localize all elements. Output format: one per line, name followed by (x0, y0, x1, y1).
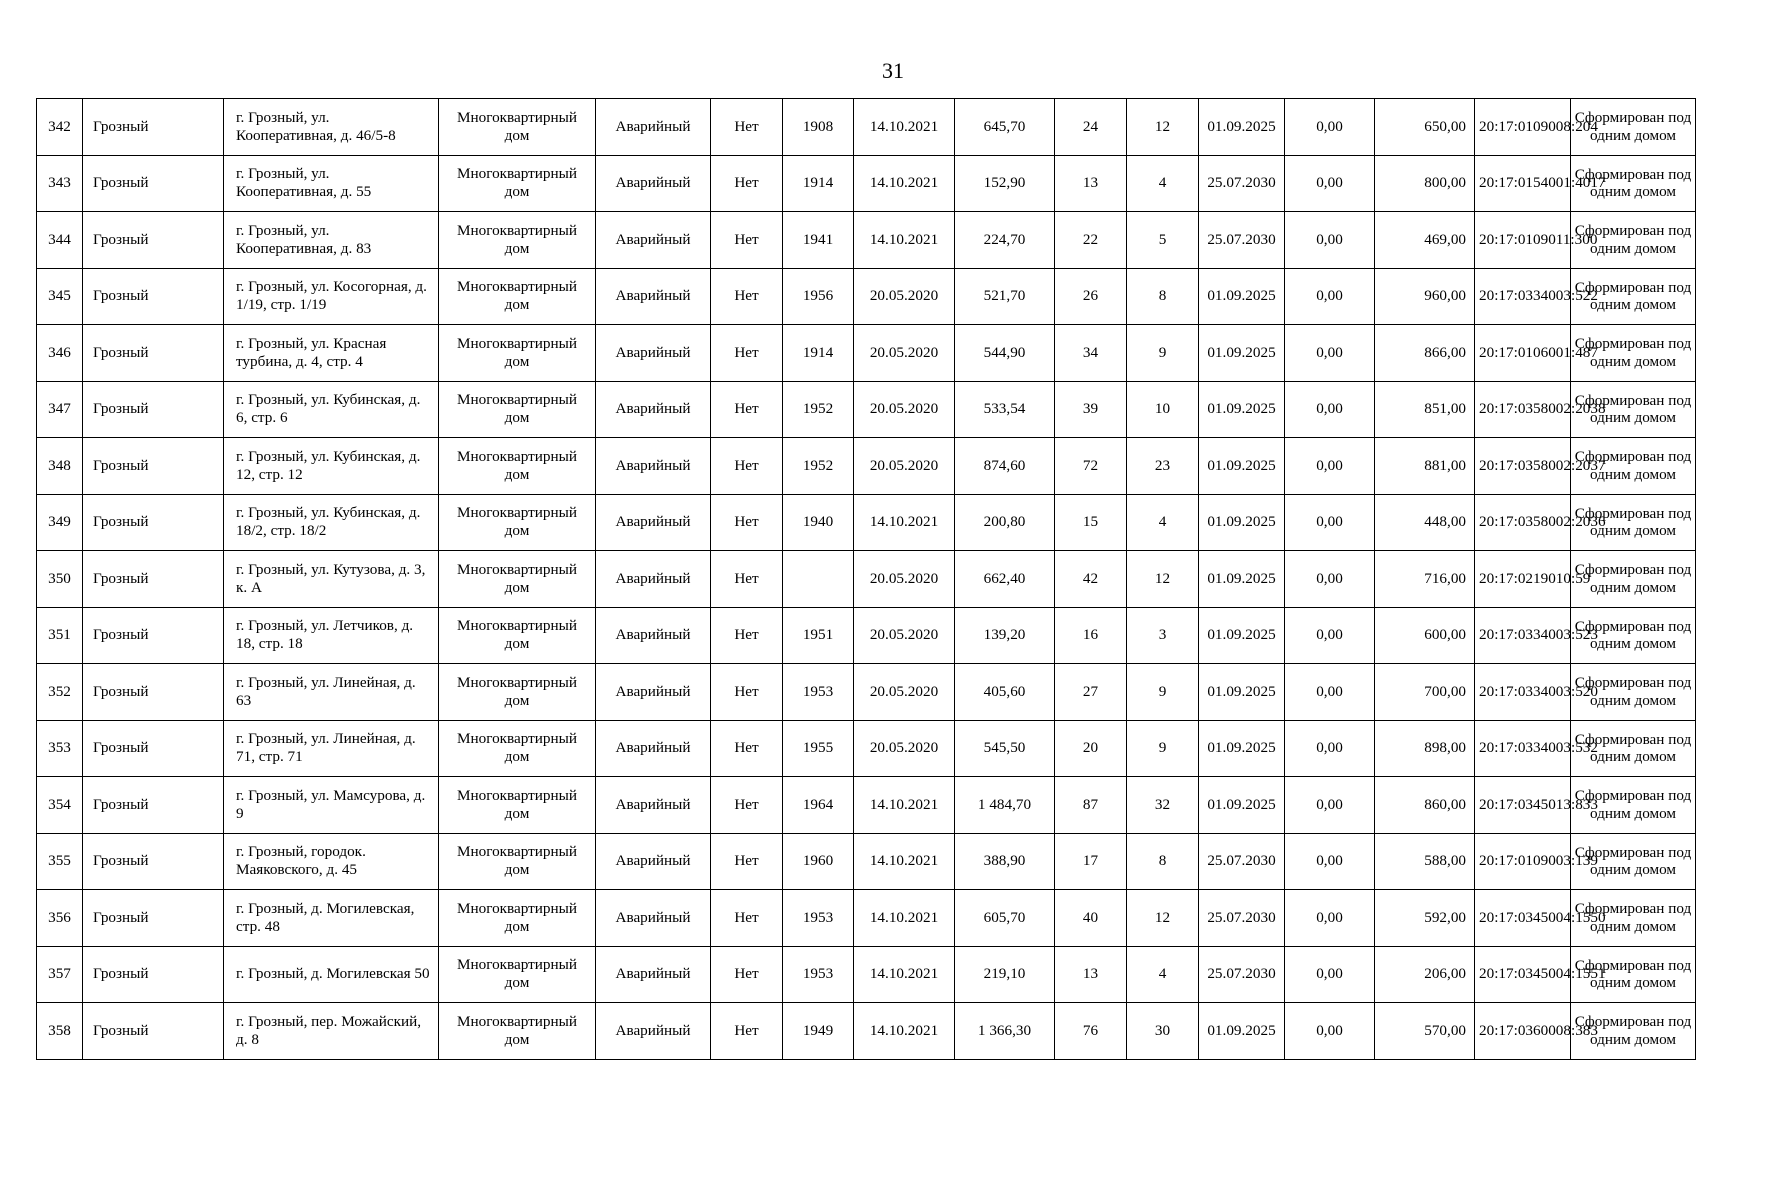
year-built-cell: 1914 (783, 325, 854, 382)
area-cell: 1 366,30 (955, 1003, 1055, 1060)
cadastral-number-cell: 20:17:0109011:300 (1475, 212, 1571, 269)
area-cell: 152,90 (955, 155, 1055, 212)
city-cell: Грозный (83, 381, 224, 438)
table-row (37, 494, 1696, 551)
land-area-cell: 700,00 (1375, 664, 1475, 721)
residents-cell: 17 (1055, 833, 1127, 890)
residents-cell: 13 (1055, 946, 1127, 1003)
city-cell: Грозный (83, 946, 224, 1003)
area-cell: 405,60 (955, 664, 1055, 721)
recognition-date-cell: 14.10.2021 (854, 212, 955, 269)
city-cell: Грозный (83, 325, 224, 382)
residents-cell: 26 (1055, 268, 1127, 325)
zero-value-cell: 0,00 (1285, 155, 1375, 212)
land-status-cell: Сформирован под одним домом (1571, 325, 1696, 382)
recognition-date-cell: 20.05.2020 (854, 325, 955, 382)
city-cell: Грозный (83, 607, 224, 664)
table-row (37, 381, 1696, 438)
residents-cell: 42 (1055, 551, 1127, 608)
table-row (37, 946, 1696, 1003)
land-area-cell: 881,00 (1375, 438, 1475, 495)
land-status-cell: Сформирован под одним домом (1571, 946, 1696, 1003)
area-cell: 544,90 (955, 325, 1055, 382)
building-type-cell: Многоквартирный дом (439, 551, 596, 608)
city-cell: Грозный (83, 551, 224, 608)
building-type-cell: Многоквартирный дом (439, 212, 596, 269)
building-type-cell: Многоквартирный дом (439, 777, 596, 834)
row-number: 347 (37, 381, 83, 438)
table-row (37, 720, 1696, 777)
area-cell: 521,70 (955, 268, 1055, 325)
flag-cell: Нет (711, 494, 783, 551)
apartments-cell: 8 (1127, 833, 1199, 890)
cadastral-number-cell: 20:17:0345013:833 (1475, 777, 1571, 834)
row-number: 344 (37, 212, 83, 269)
row-number: 345 (37, 268, 83, 325)
address-cell: г. Грозный, городок. Маяковского, д. 45 (224, 833, 439, 890)
land-area-cell: 860,00 (1375, 777, 1475, 834)
cadastral-number-cell: 20:17:0154001:4017 (1475, 155, 1571, 212)
condition-cell: Аварийный (596, 99, 711, 156)
residents-cell: 39 (1055, 381, 1127, 438)
residents-cell: 20 (1055, 720, 1127, 777)
deadline-cell: 01.09.2025 (1199, 664, 1285, 721)
condition-cell: Аварийный (596, 890, 711, 947)
flag-cell: Нет (711, 551, 783, 608)
recognition-date-cell: 14.10.2021 (854, 494, 955, 551)
table-row (37, 438, 1696, 495)
land-area-cell: 588,00 (1375, 833, 1475, 890)
zero-value-cell: 0,00 (1285, 381, 1375, 438)
row-number: 355 (37, 833, 83, 890)
flag-cell: Нет (711, 99, 783, 156)
residents-cell: 22 (1055, 212, 1127, 269)
cadastral-number-cell: 20:17:0334003:523 (1475, 607, 1571, 664)
zero-value-cell: 0,00 (1285, 720, 1375, 777)
land-status-cell: Сформирован под одним домом (1571, 438, 1696, 495)
address-cell: г. Грозный, ул. Красная турбина, д. 4, стр. 4 (224, 325, 439, 382)
residents-cell: 16 (1055, 607, 1127, 664)
land-status-cell: Сформирован под одним домом (1571, 1003, 1696, 1060)
area-cell: 388,90 (955, 833, 1055, 890)
condition-cell: Аварийный (596, 1003, 711, 1060)
cadastral-number-cell: 20:17:0334003:522 (1475, 268, 1571, 325)
condition-cell: Аварийный (596, 155, 711, 212)
row-number: 352 (37, 664, 83, 721)
table-row (37, 325, 1696, 382)
land-area-cell: 898,00 (1375, 720, 1475, 777)
table-row (37, 890, 1696, 947)
row-number: 349 (37, 494, 83, 551)
condition-cell: Аварийный (596, 381, 711, 438)
city-cell: Грозный (83, 1003, 224, 1060)
deadline-cell: 01.09.2025 (1199, 494, 1285, 551)
condition-cell: Аварийный (596, 777, 711, 834)
cadastral-number-cell: 20:17:0360008:383 (1475, 1003, 1571, 1060)
area-cell: 533,54 (955, 381, 1055, 438)
zero-value-cell: 0,00 (1285, 268, 1375, 325)
zero-value-cell: 0,00 (1285, 438, 1375, 495)
table-row (37, 155, 1696, 212)
building-type-cell: Многоквартирный дом (439, 438, 596, 495)
deadline-cell: 01.09.2025 (1199, 1003, 1285, 1060)
flag-cell: Нет (711, 325, 783, 382)
apartments-cell: 9 (1127, 325, 1199, 382)
land-area-cell: 960,00 (1375, 268, 1475, 325)
land-area-cell: 570,00 (1375, 1003, 1475, 1060)
recognition-date-cell: 14.10.2021 (854, 777, 955, 834)
condition-cell: Аварийный (596, 664, 711, 721)
row-number: 343 (37, 155, 83, 212)
deadline-cell: 01.09.2025 (1199, 551, 1285, 608)
apartments-cell: 4 (1127, 155, 1199, 212)
address-cell: г. Грозный, ул. Линейная, д. 63 (224, 664, 439, 721)
city-cell: Грозный (83, 720, 224, 777)
year-built-cell: 1956 (783, 268, 854, 325)
city-cell: Грозный (83, 212, 224, 269)
address-cell: г. Грозный, ул. Косогорная, д. 1/19, стр. 1/19 (224, 268, 439, 325)
flag-cell: Нет (711, 268, 783, 325)
land-status-cell: Сформирован под одним домом (1571, 99, 1696, 156)
apartments-cell: 9 (1127, 664, 1199, 721)
building-type-cell: Многоквартирный дом (439, 664, 596, 721)
land-status-cell: Сформирован под одним домом (1571, 777, 1696, 834)
apartments-cell: 10 (1127, 381, 1199, 438)
apartments-cell: 32 (1127, 777, 1199, 834)
apartments-cell: 4 (1127, 946, 1199, 1003)
table-row (37, 777, 1696, 834)
row-number: 351 (37, 607, 83, 664)
table-row (37, 607, 1696, 664)
deadline-cell: 01.09.2025 (1199, 777, 1285, 834)
deadline-cell: 25.07.2030 (1199, 155, 1285, 212)
table-row (37, 833, 1696, 890)
year-built-cell: 1953 (783, 890, 854, 947)
city-cell: Грозный (83, 777, 224, 834)
recognition-date-cell: 20.05.2020 (854, 551, 955, 608)
zero-value-cell: 0,00 (1285, 833, 1375, 890)
address-cell: г. Грозный, ул. Кооперативная, д. 55 (224, 155, 439, 212)
apartments-cell: 23 (1127, 438, 1199, 495)
area-cell: 224,70 (955, 212, 1055, 269)
apartments-cell: 12 (1127, 890, 1199, 947)
land-status-cell: Сформирован под одним домом (1571, 381, 1696, 438)
condition-cell: Аварийный (596, 494, 711, 551)
condition-cell: Аварийный (596, 268, 711, 325)
land-area-cell: 592,00 (1375, 890, 1475, 947)
residents-cell: 27 (1055, 664, 1127, 721)
land-status-cell: Сформирован под одним домом (1571, 212, 1696, 269)
zero-value-cell: 0,00 (1285, 325, 1375, 382)
recognition-date-cell: 14.10.2021 (854, 946, 955, 1003)
cadastral-number-cell: 20:17:0345004:1550 (1475, 890, 1571, 947)
building-type-cell: Многоквартирный дом (439, 833, 596, 890)
building-type-cell: Многоквартирный дом (439, 890, 596, 947)
condition-cell: Аварийный (596, 946, 711, 1003)
address-cell: г. Грозный, пер. Можайский, д. 8 (224, 1003, 439, 1060)
recognition-date-cell: 14.10.2021 (854, 833, 955, 890)
flag-cell: Нет (711, 212, 783, 269)
cadastral-number-cell: 20:17:0109003:139 (1475, 833, 1571, 890)
condition-cell: Аварийный (596, 551, 711, 608)
deadline-cell: 01.09.2025 (1199, 720, 1285, 777)
address-cell: г. Грозный, ул. Кооперативная, д. 46/5-8 (224, 99, 439, 156)
city-cell: Грозный (83, 833, 224, 890)
land-area-cell: 600,00 (1375, 607, 1475, 664)
deadline-cell: 01.09.2025 (1199, 607, 1285, 664)
deadline-cell: 25.07.2030 (1199, 833, 1285, 890)
land-area-cell: 716,00 (1375, 551, 1475, 608)
recognition-date-cell: 14.10.2021 (854, 890, 955, 947)
flag-cell: Нет (711, 381, 783, 438)
building-type-cell: Многоквартирный дом (439, 720, 596, 777)
cadastral-number-cell: 20:17:0334003:532 (1475, 720, 1571, 777)
zero-value-cell: 0,00 (1285, 1003, 1375, 1060)
condition-cell: Аварийный (596, 438, 711, 495)
deadline-cell: 01.09.2025 (1199, 99, 1285, 156)
apartments-cell: 4 (1127, 494, 1199, 551)
area-cell: 662,40 (955, 551, 1055, 608)
flag-cell: Нет (711, 946, 783, 1003)
land-status-cell: Сформирован под одним домом (1571, 664, 1696, 721)
building-type-cell: Многоквартирный дом (439, 494, 596, 551)
recognition-date-cell: 20.05.2020 (854, 664, 955, 721)
table-row (37, 664, 1696, 721)
year-built-cell: 1949 (783, 1003, 854, 1060)
row-number: 346 (37, 325, 83, 382)
zero-value-cell: 0,00 (1285, 946, 1375, 1003)
land-status-cell: Сформирован под одним домом (1571, 890, 1696, 947)
land-status-cell: Сформирован под одним домом (1571, 833, 1696, 890)
building-type-cell: Многоквартирный дом (439, 155, 596, 212)
row-number: 358 (37, 1003, 83, 1060)
apartments-cell: 30 (1127, 1003, 1199, 1060)
flag-cell: Нет (711, 720, 783, 777)
deadline-cell: 01.09.2025 (1199, 381, 1285, 438)
year-built-cell: 1952 (783, 381, 854, 438)
flag-cell: Нет (711, 607, 783, 664)
zero-value-cell: 0,00 (1285, 777, 1375, 834)
building-type-cell: Многоквартирный дом (439, 946, 596, 1003)
year-built-cell: 1940 (783, 494, 854, 551)
row-number: 348 (37, 438, 83, 495)
area-cell: 874,60 (955, 438, 1055, 495)
table-row (37, 268, 1696, 325)
area-cell: 200,80 (955, 494, 1055, 551)
year-built-cell (783, 551, 854, 608)
apartments-cell: 5 (1127, 212, 1199, 269)
zero-value-cell: 0,00 (1285, 890, 1375, 947)
condition-cell: Аварийный (596, 212, 711, 269)
flag-cell: Нет (711, 155, 783, 212)
zero-value-cell: 0,00 (1285, 607, 1375, 664)
land-area-cell: 206,00 (1375, 946, 1475, 1003)
year-built-cell: 1955 (783, 720, 854, 777)
address-cell: г. Грозный, д. Могилевская 50 (224, 946, 439, 1003)
row-number: 356 (37, 890, 83, 947)
flag-cell: Нет (711, 833, 783, 890)
flag-cell: Нет (711, 438, 783, 495)
building-type-cell: Многоквартирный дом (439, 325, 596, 382)
city-cell: Грозный (83, 268, 224, 325)
zero-value-cell: 0,00 (1285, 664, 1375, 721)
year-built-cell: 1914 (783, 155, 854, 212)
residents-cell: 72 (1055, 438, 1127, 495)
condition-cell: Аварийный (596, 607, 711, 664)
year-built-cell: 1951 (783, 607, 854, 664)
residents-cell: 24 (1055, 99, 1127, 156)
table-row (37, 99, 1696, 156)
land-status-cell: Сформирован под одним домом (1571, 720, 1696, 777)
recognition-date-cell: 14.10.2021 (854, 1003, 955, 1060)
building-type-cell: Многоквартирный дом (439, 1003, 596, 1060)
condition-cell: Аварийный (596, 720, 711, 777)
city-cell: Грозный (83, 494, 224, 551)
address-cell: г. Грозный, ул. Линейная, д. 71, стр. 71 (224, 720, 439, 777)
zero-value-cell: 0,00 (1285, 212, 1375, 269)
land-status-cell: Сформирован под одним домом (1571, 494, 1696, 551)
city-cell: Грозный (83, 664, 224, 721)
city-cell: Грозный (83, 99, 224, 156)
land-status-cell: Сформирован под одним домом (1571, 607, 1696, 664)
land-area-cell: 469,00 (1375, 212, 1475, 269)
residents-cell: 15 (1055, 494, 1127, 551)
year-built-cell: 1964 (783, 777, 854, 834)
cadastral-number-cell: 20:17:0334003:520 (1475, 664, 1571, 721)
building-type-cell: Многоквартирный дом (439, 268, 596, 325)
residents-cell: 13 (1055, 155, 1127, 212)
row-number: 350 (37, 551, 83, 608)
area-cell: 545,50 (955, 720, 1055, 777)
flag-cell: Нет (711, 664, 783, 721)
cadastral-number-cell: 20:17:0358002:2038 (1475, 381, 1571, 438)
deadline-cell: 01.09.2025 (1199, 325, 1285, 382)
address-cell: г. Грозный, ул. Кубинская, д. 18/2, стр. 18/2 (224, 494, 439, 551)
zero-value-cell: 0,00 (1285, 99, 1375, 156)
cadastral-number-cell: 20:17:0219010:59 (1475, 551, 1571, 608)
land-status-cell: Сформирован под одним домом (1571, 268, 1696, 325)
land-area-cell: 866,00 (1375, 325, 1475, 382)
row-number: 354 (37, 777, 83, 834)
area-cell: 645,70 (955, 99, 1055, 156)
table-row (37, 1003, 1696, 1060)
cadastral-number-cell: 20:17:0358002:2036 (1475, 494, 1571, 551)
year-built-cell: 1960 (783, 833, 854, 890)
land-area-cell: 448,00 (1375, 494, 1475, 551)
row-number: 342 (37, 99, 83, 156)
flag-cell: Нет (711, 777, 783, 834)
year-built-cell: 1941 (783, 212, 854, 269)
deadline-cell: 01.09.2025 (1199, 438, 1285, 495)
recognition-date-cell: 14.10.2021 (854, 155, 955, 212)
land-status-cell: Сформирован под одним домом (1571, 155, 1696, 212)
address-cell: г. Грозный, ул. Кутузова, д. 3, к. А (224, 551, 439, 608)
area-cell: 139,20 (955, 607, 1055, 664)
address-cell: г. Грозный, ул. Кооперативная, д. 83 (224, 212, 439, 269)
land-status-cell: Сформирован под одним домом (1571, 551, 1696, 608)
address-cell: г. Грозный, д. Могилевская, стр. 48 (224, 890, 439, 947)
cadastral-number-cell: 20:17:0109008:204 (1475, 99, 1571, 156)
residents-cell: 34 (1055, 325, 1127, 382)
area-cell: 605,70 (955, 890, 1055, 947)
residents-cell: 76 (1055, 1003, 1127, 1060)
land-area-cell: 851,00 (1375, 381, 1475, 438)
recognition-date-cell: 20.05.2020 (854, 607, 955, 664)
condition-cell: Аварийный (596, 325, 711, 382)
city-cell: Грозный (83, 155, 224, 212)
land-area-cell: 800,00 (1375, 155, 1475, 212)
recognition-date-cell: 20.05.2020 (854, 381, 955, 438)
apartments-cell: 9 (1127, 720, 1199, 777)
deadline-cell: 25.07.2030 (1199, 946, 1285, 1003)
address-cell: г. Грозный, ул. Кубинская, д. 6, стр. 6 (224, 381, 439, 438)
deadline-cell: 25.07.2030 (1199, 212, 1285, 269)
apartments-cell: 8 (1127, 268, 1199, 325)
city-cell: Грозный (83, 890, 224, 947)
address-cell: г. Грозный, ул. Кубинская, д. 12, стр. 12 (224, 438, 439, 495)
building-type-cell: Многоквартирный дом (439, 99, 596, 156)
city-cell: Грозный (83, 438, 224, 495)
address-cell: г. Грозный, ул. Мамсурова, д. 9 (224, 777, 439, 834)
deadline-cell: 01.09.2025 (1199, 268, 1285, 325)
year-built-cell: 1953 (783, 664, 854, 721)
recognition-date-cell: 20.05.2020 (854, 720, 955, 777)
cadastral-number-cell: 20:17:0106001:487 (1475, 325, 1571, 382)
land-area-cell: 650,00 (1375, 99, 1475, 156)
condition-cell: Аварийный (596, 833, 711, 890)
recognition-date-cell: 20.05.2020 (854, 438, 955, 495)
cadastral-number-cell: 20:17:0358002:2037 (1475, 438, 1571, 495)
apartments-cell: 12 (1127, 551, 1199, 608)
zero-value-cell: 0,00 (1285, 494, 1375, 551)
table-row (37, 551, 1696, 608)
apartments-cell: 3 (1127, 607, 1199, 664)
area-cell: 1 484,70 (955, 777, 1055, 834)
building-type-cell: Многоквартирный дом (439, 381, 596, 438)
page-number: 31 (882, 58, 904, 83)
address-cell: г. Грозный, ул. Летчиков, д. 18, стр. 18 (224, 607, 439, 664)
recognition-date-cell: 14.10.2021 (854, 99, 955, 156)
deadline-cell: 25.07.2030 (1199, 890, 1285, 947)
table-row (37, 212, 1696, 269)
year-built-cell: 1908 (783, 99, 854, 156)
year-built-cell: 1953 (783, 946, 854, 1003)
area-cell: 219,10 (955, 946, 1055, 1003)
recognition-date-cell: 20.05.2020 (854, 268, 955, 325)
apartments-cell: 12 (1127, 99, 1199, 156)
cadastral-number-cell: 20:17:0345004:1551 (1475, 946, 1571, 1003)
flag-cell: Нет (711, 890, 783, 947)
row-number: 353 (37, 720, 83, 777)
building-type-cell: Многоквартирный дом (439, 607, 596, 664)
flag-cell: Нет (711, 1003, 783, 1060)
residents-cell: 87 (1055, 777, 1127, 834)
emergency-housing-table (36, 98, 1696, 1060)
year-built-cell: 1952 (783, 438, 854, 495)
residents-cell: 40 (1055, 890, 1127, 947)
row-number: 357 (37, 946, 83, 1003)
zero-value-cell: 0,00 (1285, 551, 1375, 608)
